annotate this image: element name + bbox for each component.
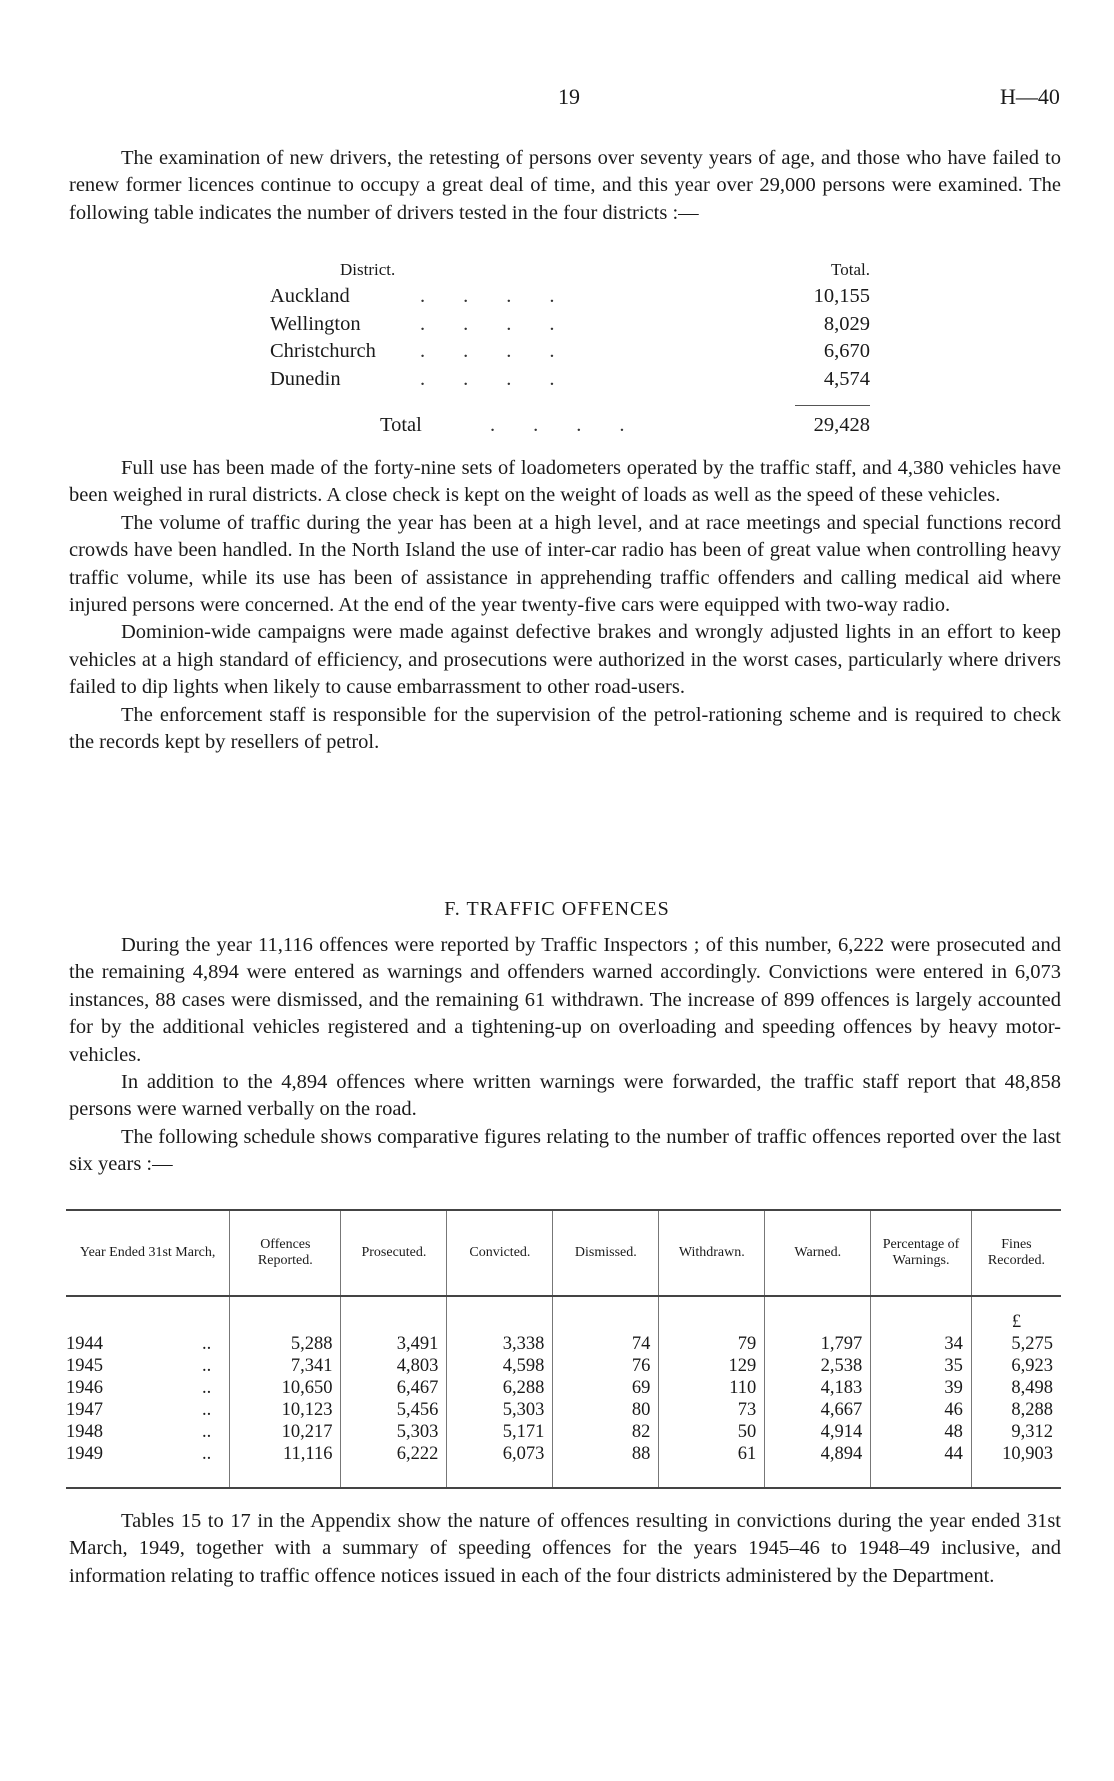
table-cell: 69 <box>553 1377 659 1399</box>
table-cell: 48 <box>871 1421 972 1443</box>
table-cell: 35 <box>871 1355 972 1377</box>
table-cell: 10,650 <box>230 1377 341 1399</box>
district-name: Auckland <box>270 285 350 308</box>
column-header: Offences Reported. <box>230 1210 341 1296</box>
table-cell: 34 <box>871 1333 972 1355</box>
table-row: 1947 .. 10,123 5,456 5,303 80 73 4,667 46 8,288 <box>66 1399 1061 1421</box>
year-cell: 1948 <box>66 1422 103 1442</box>
table-cell: 6,288 <box>447 1377 553 1399</box>
col-total: Total. <box>831 260 870 279</box>
table-cell: 4,894 <box>765 1443 871 1465</box>
table-row: 1948 .. 10,217 5,303 5,171 82 50 4,914 48 9,312 <box>66 1421 1061 1443</box>
page-number: 19 <box>558 84 580 109</box>
district-total: 6,670 <box>823 340 870 363</box>
district-row: Christchurch .... 6,670 <box>270 338 870 365</box>
paragraph: The examination of new drivers, the retesting of persons over seventy years of age, and those who have failed to renew former licences continue to occupy a great deal of time, and this year over 29,000 persons were examined. The following table indicates the number of drivers tested in the four districts :— <box>69 147 1061 224</box>
table-cell: 11,116 <box>230 1443 341 1465</box>
district-row: Auckland .... 10,155 <box>270 283 870 310</box>
district-name: Wellington <box>270 312 361 335</box>
paragraph: During the year 11,116 offences were reported by Traffic Inspectors ; of this number, 6,222 were prosecuted and the remaining 4,894 were entered as warnings and offenders warned accordingly. Convictions were entered in 6,073 instances, 88 cases were dismissed, and the remaining 61 withdrawn. The increase of 899 offences is largely accounted for by the additional vehicles registered and a tightening-up on overloading and speeding offences by heavy motor-vehicles. <box>69 934 1061 1066</box>
column-header: Prosecuted. <box>341 1210 447 1296</box>
table-cell: 5,303 <box>341 1421 447 1443</box>
table-cell: 2,538 <box>765 1355 871 1377</box>
table-cell: 50 <box>659 1421 765 1443</box>
table-cell: 8,498 <box>971 1377 1061 1399</box>
district-row: Dunedin .... 4,574 <box>270 366 870 393</box>
table-cell: 5,171 <box>447 1421 553 1443</box>
paragraph: Full use has been made of the forty-nine sets of loadometers operated by the traffic staff, and 4,380 vehicles have been weighed in rural districts. A close check is kept on the weight of loads as well as the speed of these vehicles. <box>69 457 1061 507</box>
table-cell: 5,288 <box>230 1333 341 1355</box>
table-cell: 4,667 <box>765 1399 871 1421</box>
column-header: Year Ended 31st March, <box>66 1210 230 1296</box>
table-cell: 46 <box>871 1399 972 1421</box>
year-cell: 1946 <box>66 1378 103 1398</box>
table-row: 1945 .. 7,341 4,803 4,598 76 129 2,538 35 6,923 <box>66 1355 1061 1377</box>
intro-text <box>69 145 1061 227</box>
district-total: 4,574 <box>823 367 870 390</box>
table-cell: 79 <box>659 1333 765 1355</box>
table-cell: 10,903 <box>971 1443 1061 1465</box>
year-cell: 1949 <box>66 1444 103 1464</box>
body-text <box>69 455 1061 756</box>
table-cell: 4,183 <box>765 1377 871 1399</box>
column-header: Warned. <box>765 1210 871 1296</box>
table-cell: 5,275 <box>971 1333 1061 1355</box>
currency-symbol: £ <box>971 1296 1061 1333</box>
table-row: 1949 .. 11,116 6,222 6,073 88 61 4,894 44 10,903 <box>66 1443 1061 1465</box>
paragraph: Dominion-wide campaigns were made against defective brakes and wrongly adjusted lights in an effort to keep vehicles at a high standard of efficiency, and prosecutions were authorized in the worst cases, particularly where drivers failed to dip lights when likely to cause embarrassment to other road-users. <box>69 621 1061 699</box>
table-cell: 80 <box>553 1399 659 1421</box>
document-code: H—40 <box>1000 84 1060 109</box>
table-cell: 88 <box>553 1443 659 1465</box>
offences-text <box>69 932 1061 1179</box>
table-cell: 3,338 <box>447 1333 553 1355</box>
table-cell: 5,456 <box>341 1399 447 1421</box>
total-value: 29,428 <box>813 414 870 437</box>
table-cell: 10,123 <box>230 1399 341 1421</box>
district-row: Wellington .... 8,029 <box>270 311 870 338</box>
table-cell: 129 <box>659 1355 765 1377</box>
table-cell: 6,467 <box>341 1377 447 1399</box>
column-header: Dismissed. <box>553 1210 659 1296</box>
district-name: Christchurch <box>270 340 376 363</box>
table-cell: 1,797 <box>765 1333 871 1355</box>
paragraph: The volume of traffic during the year has been at a high level, and at race meetings and special functions record crowds have been handled. In the North Island the use of inter-car radio has been of great value when controlling heavy traffic volume, while its use has been of assistance in apprehending traffic offenders and calling medical aid where injured persons were concerned. At the end of the year twenty-five cars were equipped with two-way radio. <box>69 511 1061 617</box>
column-header: Fines Recorded. <box>971 1210 1061 1296</box>
column-header: Percentage of Warnings. <box>871 1210 972 1296</box>
table-cell: 9,312 <box>971 1421 1061 1443</box>
table-cell: 3,491 <box>341 1333 447 1355</box>
year-cell: 1944 <box>66 1334 103 1354</box>
table-cell: 4,803 <box>341 1355 447 1377</box>
table-cell: 8,288 <box>971 1399 1061 1421</box>
table-row: 1944 .. 5,288 3,491 3,338 74 79 1,797 34 5,275 <box>66 1333 1061 1355</box>
table-cell: 110 <box>659 1377 765 1399</box>
table-cell: 82 <box>553 1421 659 1443</box>
paragraph: Tables 15 to 17 in the Appendix show the nature of offences resulting in convictions during the year ended 31st March, 1949, together with a summary of speeding offences for the years 1945–46 to 1948–49 inclusive, and information relating to traffic offence notices issued in each of the four districts administered by the Department. <box>69 1510 1061 1587</box>
table-cell: 44 <box>871 1443 972 1465</box>
table-cell: 4,598 <box>447 1355 553 1377</box>
table-row: 1946 .. 10,650 6,467 6,288 69 110 4,183 39 8,498 <box>66 1377 1061 1399</box>
total-label: Total <box>380 414 422 437</box>
district-table: District. Total. Auckland .... 10,155 Wellington .... 8,029 Christchurch .... 6,670 Dunedin .... 4,574 Total .... 29,428 <box>270 256 870 439</box>
table-cell: 5,303 <box>447 1399 553 1421</box>
paragraph: In addition to the 4,894 offences where written warnings were forwarded, the traffic staff report that 48,858 persons were warned verbally on the road. <box>69 1071 1061 1121</box>
table-cell: 4,914 <box>765 1421 871 1443</box>
year-cell: 1947 <box>66 1400 103 1420</box>
column-header: Withdrawn. <box>659 1210 765 1296</box>
section-title: F. TRAFFIC OFFENCES <box>444 898 670 920</box>
table-cell: 76 <box>553 1355 659 1377</box>
district-total: 8,029 <box>823 312 870 335</box>
offences-table <box>66 1209 1061 1489</box>
table-cell: 6,923 <box>971 1355 1061 1377</box>
paragraph: The enforcement staff is responsible for the supervision of the petrol-rationing scheme and is required to check the records kept by resellers of petrol. <box>69 703 1061 754</box>
table-cell: 10,217 <box>230 1421 341 1443</box>
table-cell: 39 <box>871 1377 972 1399</box>
col-district: District. <box>340 260 396 279</box>
district-name: Dunedin <box>270 367 341 390</box>
closing-text <box>69 1508 1061 1590</box>
table-cell: 73 <box>659 1399 765 1421</box>
district-total: 10,155 <box>813 285 870 308</box>
paragraph: The following schedule shows comparative figures relating to the number of traffic offences reported over the last six years :— <box>69 1125 1061 1176</box>
table-cell: 7,341 <box>230 1355 341 1377</box>
year-cell: 1945 <box>66 1356 103 1376</box>
table-cell: 6,073 <box>447 1443 553 1465</box>
table-cell: 61 <box>659 1443 765 1465</box>
table-cell: 74 <box>553 1333 659 1355</box>
table-cell: 6,222 <box>341 1443 447 1465</box>
column-header: Convicted. <box>447 1210 553 1296</box>
